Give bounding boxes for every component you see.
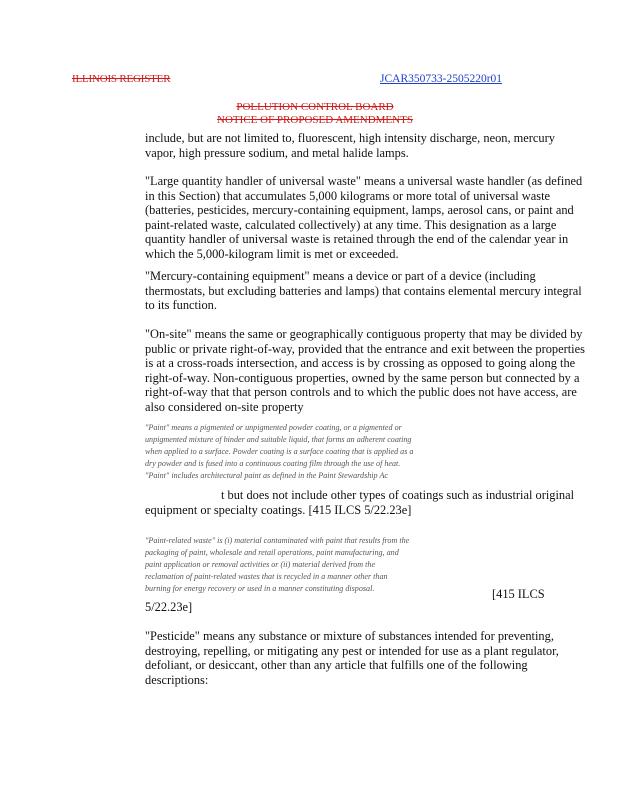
- paragraph-lamps-continued: [145, 131, 585, 160]
- paragraph-large-quantity-handler: [145, 174, 585, 262]
- register-header: ILLINOIS REGISTER: [72, 73, 171, 85]
- board-title: POLLUTION CONTROL BOARD: [236, 101, 394, 113]
- paragraph-text: "Pesticide" means any substance or mixture of substances intended for preventing, destroying, repelling, or mitigating any pest or intended for use as a plant regulator, defoliant, or desiccant, other than any article that fulfills one of the following descriptions:: [145, 629, 559, 687]
- paragraph-text: "Mercury-containing equipment" means a device or part of a device (including thermostats, but excluding batteries and lamps) that contains elemental mercury integral to its function.: [145, 269, 582, 313]
- paragraph-on-site: [145, 327, 585, 415]
- paragraph-text: t but does not include other types of coatings such as industrial original equipment or specialty coatings. [415 ILCS 5/22.23e]: [145, 488, 575, 517]
- paint-definition-tail: [145, 488, 585, 517]
- paragraph-text: "On-site" means the same or geographically contiguous property that may be divided by public or private right-of-way, provided that the entrance and exit between the properties is at a cross-roads intersection, and access is by crossing as opposed to going along the right-of-way. Non-contiguous properties, owned by the same person but connected by a right-of-way that that person controls and to which the public does not have access, are also considered on-site property: [145, 327, 585, 414]
- paint-definition-note: "Paint" means a pigmented or unpigmented powder coating, or a pigmented or unpigmented mixture of binder and suitable liquid, that forms an adherent coating when applied to a surface. Powder coating is a surface coating that is applied as a dry powder and is fused into a continuous coating film through the use of heat. "Paint" includes architectural paint as defined in the Paint Stewardship Ac: [145, 423, 414, 480]
- paragraph-mercury-equipment: [145, 269, 585, 313]
- paragraph-pesticide: [145, 629, 585, 687]
- paragraph-text: include, but are not limited to, fluorescent, high intensity discharge, neon, mercury vapor, high pressure sodium, and metal halide lamps.: [145, 131, 555, 160]
- paragraph-text: "Large quantity handler of universal waste" means a universal waste handler (as defined in this Section) that accumulates 5,000 kilograms or more total of universal waste (batteries, pesticides, mercury-containing equipment, lamps, aerosol cans, or paint and paint-related waste, calculated collectively) at any time. This designation as a large quantity handler of universal waste is retained through the end of the calendar year in which the 5,000-kilogram limit is met or exceeded.: [145, 174, 583, 261]
- paint-related-waste-note: "Paint-related waste" is (i) material contaminated with paint that results from the packaging of paint, wholesale and retail operations, paint manufacturing, and paint application or removal activities or (ii) material derived from the reclamation of paint-related wastes that is recycled in a manner other than burning for energy recovery or used in a manner constituting disposal.: [145, 536, 410, 593]
- citation-continued: 5/22.23e]: [145, 600, 193, 614]
- citation: [415 ILCS: [492, 587, 545, 601]
- notice-title: NOTICE OF PROPOSED AMENDMENTS: [217, 114, 413, 126]
- jcar-reference[interactable]: JCAR350733-2505220r01: [380, 73, 503, 85]
